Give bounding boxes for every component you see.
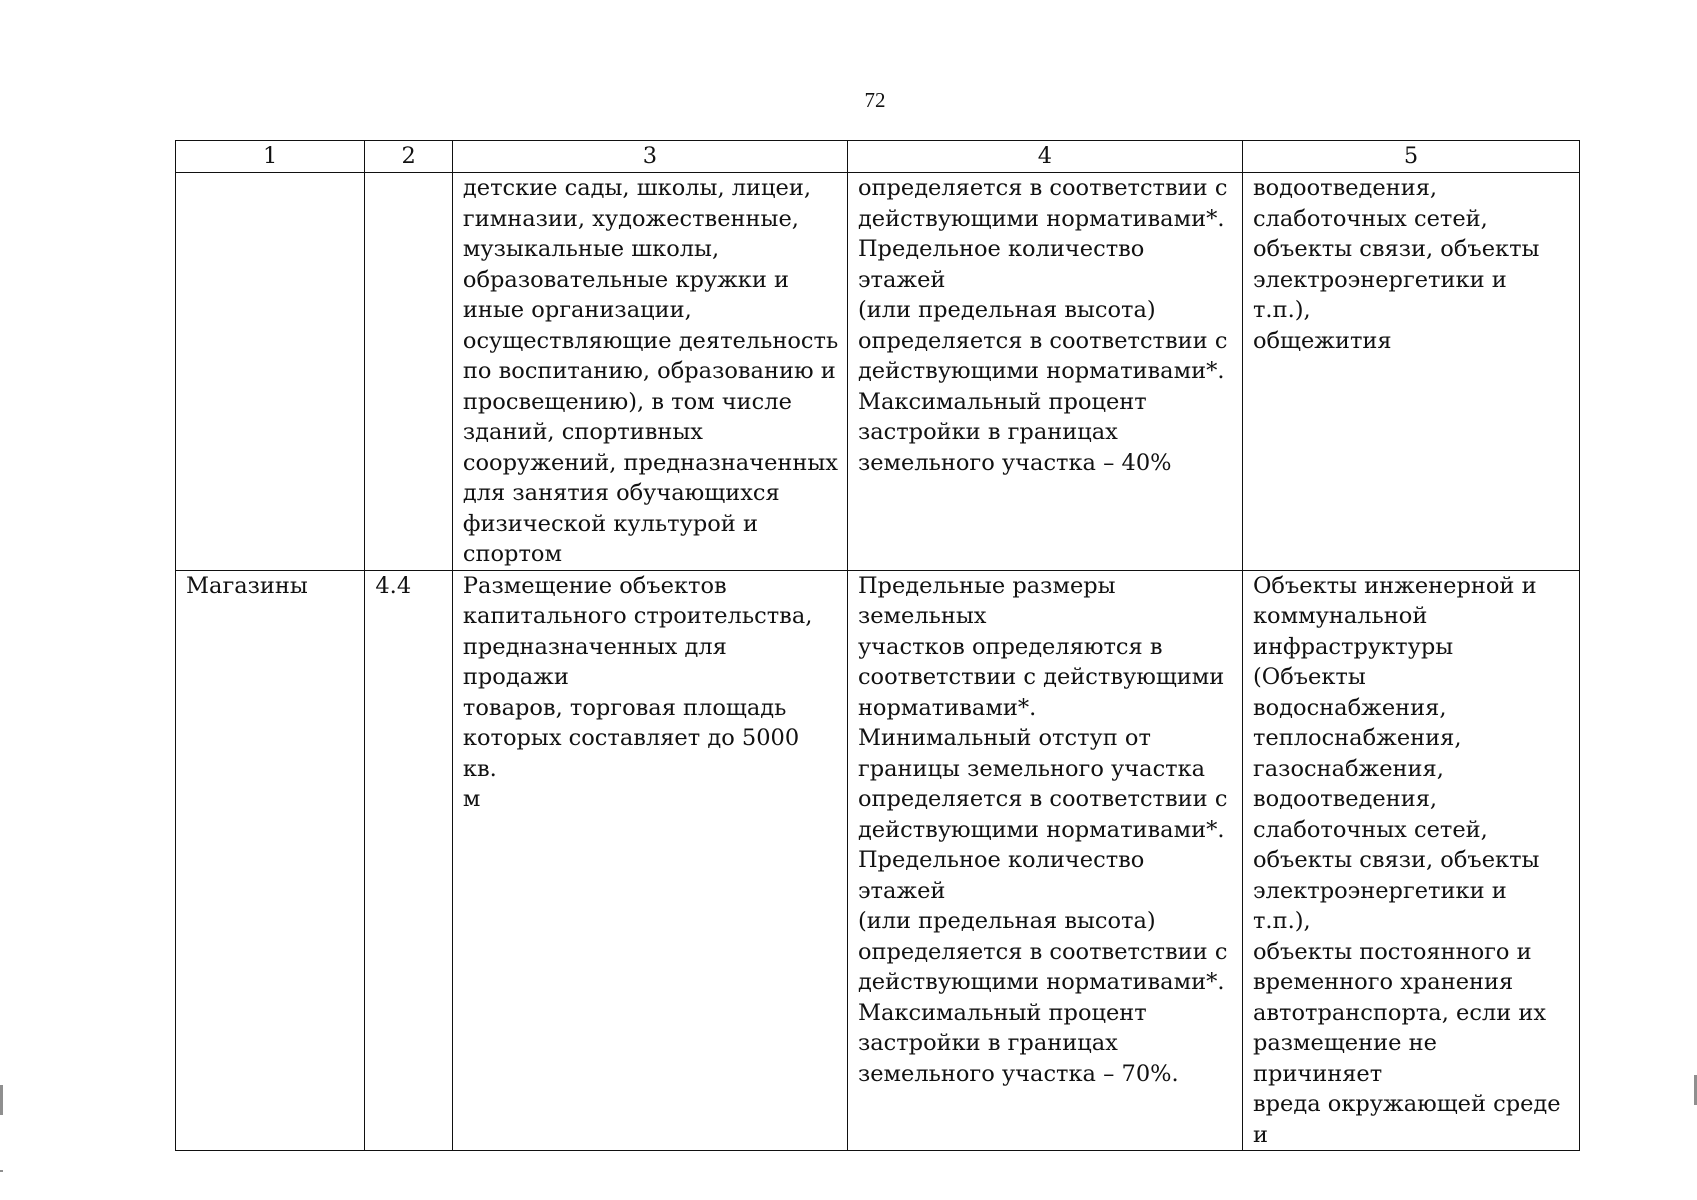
- scan-artifact-left: [0, 1085, 3, 1115]
- column-header-4: 4: [847, 141, 1242, 173]
- use-description-cell: Размещение объектов капитального строительства, предназначенных для продажи товаров, торговая площадь которых составляет до 5000 кв. м: [452, 570, 847, 1151]
- auxiliary-uses-cell: водоотведения, слаботочных сетей, объекты связи, объекты электроэнергетики и т.п.), общежития: [1242, 173, 1579, 571]
- scan-artifact-left-lower: [0, 1170, 3, 1172]
- auxiliary-uses-cell: Объекты инженерной и коммунальной инфраструктуры (Объекты водоснабжения, теплоснабжения, газоснабжения, водоотведения, слаботочных сетей, объекты связи, объекты электроэнергетики и т.п.), объекты постоянного и временного хранения автотранспорта, если их размещение не причиняет вреда окружающей среде и: [1242, 570, 1579, 1151]
- table-row: [176, 173, 1580, 571]
- column-header-2: 2: [365, 141, 453, 173]
- column-header-5: 5: [1242, 141, 1579, 173]
- column-header-3: 3: [452, 141, 847, 173]
- table-header-row: [176, 141, 1580, 173]
- zoning-regulations-table: [175, 140, 1580, 1151]
- table-row: [176, 570, 1580, 1151]
- column-header-1: 1: [176, 141, 365, 173]
- page-number: 72: [864, 88, 886, 112]
- use-name-cell: Магазины: [176, 570, 365, 1151]
- parameters-cell: Предельные размеры земельных участков определяются в соответствии с действующими нормативами*. Минимальный отступ от границы земельного участка определяется в соответствии с действующими нормативами*. Предельное количество этажей (или предельная высота) определяется в соответствии с действующими нормативами*. Максимальный процент застройки в границах земельного участка – 70%.: [847, 570, 1242, 1151]
- use-code-cell: [365, 173, 453, 571]
- use-description-cell: детские сады, школы, лицеи, гимназии, художественные, музыкальные школы, образовательные кружки и иные организации, осуществляющие деятельность по воспитанию, образованию и просвещению), в том числе зданий, спортивных сооружений, предназначенных для занятия обучающихся физической культурой и спортом: [452, 173, 847, 571]
- parameters-cell: определяется в соответствии с действующими нормативами*. Предельное количество этажей (или предельная высота) определяется в соответствии с действующими нормативами*. Максимальный процент застройки в границах земельного участка – 40%: [847, 173, 1242, 571]
- use-code-cell: 4.4: [365, 570, 453, 1151]
- use-name-cell: [176, 173, 365, 571]
